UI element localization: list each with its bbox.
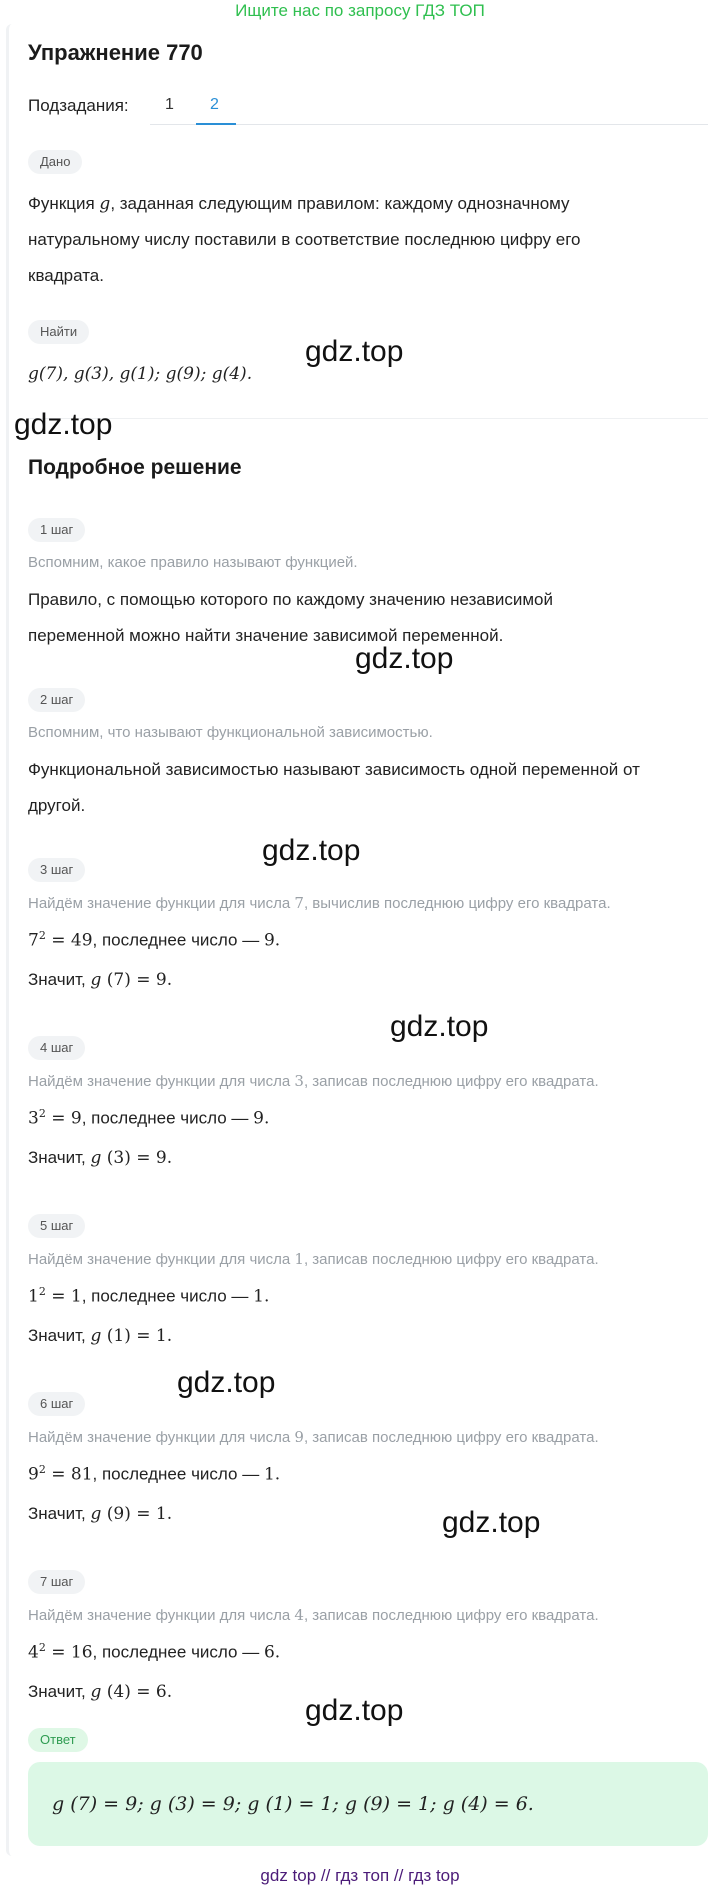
step-7-calc: $4^2 = 16$, последнее число — 6.: [28, 1641, 281, 1663]
step-7-result: Значит, g (4) = 6.: [28, 1682, 173, 1702]
step-6-result: Значит, g (9) = 1.: [28, 1504, 173, 1524]
watermark: gdz.top: [177, 1366, 276, 1399]
watermark: gdz.top: [355, 642, 454, 675]
watermark: gdz.top: [305, 335, 404, 368]
given-line-1: Функция g, заданная следующим правилом: каждому однозначному: [28, 194, 570, 214]
step-4-result: Значит, g (3) = 9.: [28, 1148, 173, 1168]
step-4-chip: 4 шаг: [28, 1036, 85, 1060]
given-line-3: квадрата.: [28, 266, 104, 285]
solution-title: Подробное решение: [28, 456, 242, 479]
subtasks-label: Подзадания:: [28, 96, 129, 115]
step-2-chip: 2 шаг: [28, 688, 85, 712]
step-1-line-2: переменной можно найти значение зависимой переменной.: [28, 626, 504, 645]
given-line-2: натуральному числу поставили в соответствие последнюю цифру его: [28, 230, 581, 249]
step-1-hint: Вспомним, какое правило называют функцией.: [28, 554, 358, 571]
tab-subtask-1[interactable]: 1: [165, 96, 174, 113]
step-6-hint: Найдём значение функции для числа 9, записав последнюю цифру его квадрата.: [28, 1428, 599, 1446]
step-7-hint: Найдём значение функции для числа 4, записав последнюю цифру его квадрата.: [28, 1606, 599, 1624]
step-3-chip: 3 шаг: [28, 858, 85, 882]
watermark: gdz.top: [305, 1694, 404, 1727]
step-2-line-2: другой.: [28, 796, 86, 815]
section-divider: [28, 418, 708, 419]
active-tab-indicator: [196, 123, 236, 125]
step-5-hint: Найдём значение функции для числа 1, записав последнюю цифру его квадрата.: [28, 1250, 599, 1268]
watermark: gdz.top: [14, 408, 113, 441]
step-5-calc: $1^2 = 1$, последнее число — 1.: [28, 1285, 270, 1307]
promo-banner[interactable]: Ищите нас по запросу ГДЗ ТОП: [235, 1, 485, 20]
find-expression: g(7), g(3), g(1); g(9); g(4).: [28, 364, 253, 384]
step-4-hint: Найдём значение функции для числа 3, записав последнюю цифру его квадрата.: [28, 1072, 599, 1090]
step-5-chip: 5 шаг: [28, 1214, 85, 1238]
step-1-chip: 1 шаг: [28, 518, 85, 542]
watermark: gdz.top: [390, 1010, 489, 1043]
step-3-calc: $7^2 = 49$, последнее число — 9.: [28, 929, 281, 951]
footer-links[interactable]: gdz top // гдз топ // гдз top: [260, 1866, 460, 1885]
step-5-result: Значит, g (1) = 1.: [28, 1326, 173, 1346]
step-2-hint: Вспомним, что называют функциональной зависимостью.: [28, 724, 433, 741]
answer-chip: Ответ: [28, 1728, 88, 1752]
step-3-hint: Найдём значение функции для числа 7, вычислив последнюю цифру его квадрата.: [28, 894, 611, 912]
find-chip: Найти: [28, 320, 89, 344]
step-3-result: Значит, g (7) = 9.: [28, 970, 173, 990]
watermark: gdz.top: [442, 1506, 541, 1539]
given-chip: Дано: [28, 150, 82, 174]
step-6-chip: 6 шаг: [28, 1392, 85, 1416]
step-4-calc: $3^2 = 9$, последнее число — 9.: [28, 1107, 270, 1129]
tab-subtask-2[interactable]: 2: [210, 96, 219, 113]
page-title: Упражнение 770: [28, 40, 203, 65]
step-6-calc: $9^2 = 81$, последнее число — 1.: [28, 1463, 281, 1485]
step-2-line-1: Функциональной зависимостью называют зависимость одной переменной от: [28, 760, 640, 779]
answer-text: g (7) = 9; g (3) = 9; g (1) = 1; g (9) = 1; g (4) = 6.: [52, 1793, 534, 1815]
watermark: gdz.top: [262, 834, 361, 867]
step-1-line-1: Правило, с помощью которого по каждому значению независимой: [28, 590, 553, 609]
answer-box: [28, 1762, 708, 1846]
step-7-chip: 7 шаг: [28, 1570, 85, 1594]
